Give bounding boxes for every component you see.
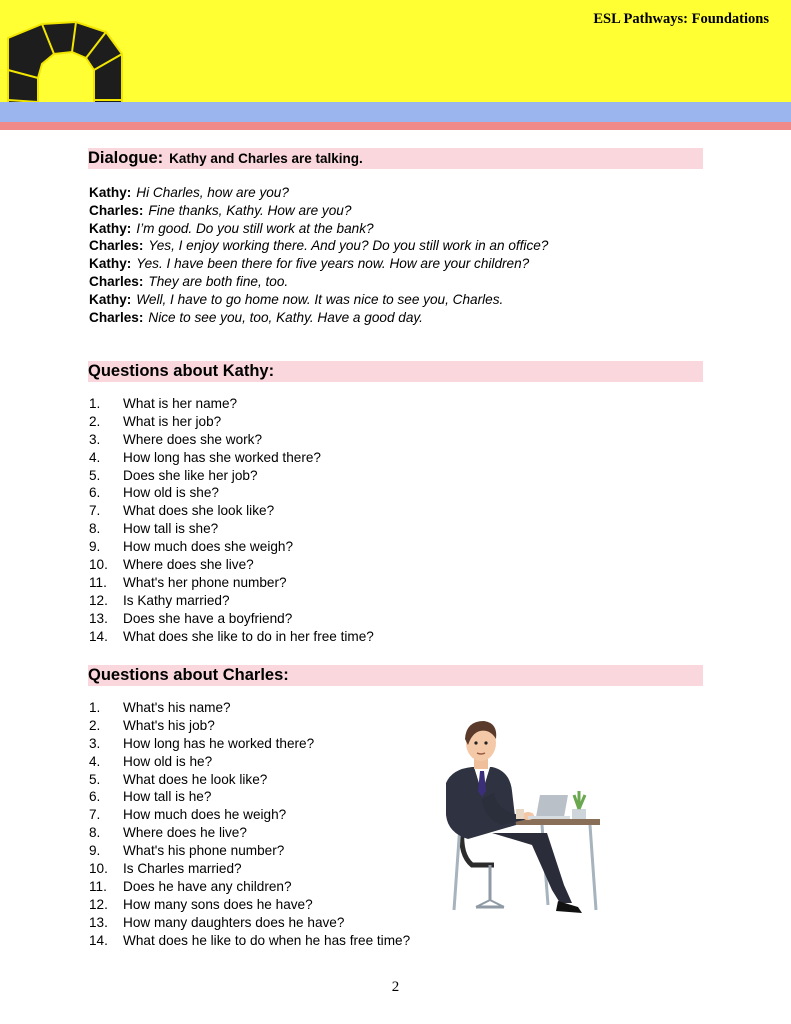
item-number: 2.	[89, 413, 101, 429]
item-number: 11.	[89, 574, 107, 590]
speaker: Charles:	[89, 309, 144, 325]
kathy-heading: Questions about Kathy:	[88, 362, 275, 380]
dialogue-line	[89, 255, 548, 273]
item-number: 5.	[89, 771, 101, 787]
list-item	[89, 413, 374, 431]
question-text: What's her phone number?	[123, 574, 287, 590]
list-item	[89, 467, 374, 485]
question-text: How much does he weigh?	[123, 807, 287, 823]
question-text: Where does she work?	[123, 431, 263, 447]
item-number: 1.	[89, 700, 101, 715]
item-number: 4.	[89, 449, 101, 465]
question-text: What's his name?	[123, 700, 231, 715]
list-item	[89, 771, 410, 789]
list-item	[89, 914, 410, 932]
list-item	[89, 896, 410, 914]
line-text: I’m good. Do you still work at the bank?	[136, 220, 374, 236]
question-text: How tall is she?	[123, 521, 219, 537]
item-number: 11.	[89, 878, 107, 894]
question-text: Does she like her job?	[123, 467, 258, 483]
kathy-question-list	[89, 395, 374, 645]
dialogue-heading-bar	[88, 148, 703, 169]
item-number: 13.	[89, 914, 108, 930]
question-text: What's his job?	[123, 717, 215, 733]
list-item	[89, 932, 410, 950]
list-item	[89, 556, 374, 574]
question-text: Does she have a boyfriend?	[123, 610, 293, 626]
item-number: 10.	[89, 861, 108, 877]
speaker: Charles:	[89, 202, 144, 218]
item-number: 6.	[89, 789, 101, 805]
list-item	[89, 628, 374, 646]
question-text: What does she like to do in her free time?	[123, 628, 374, 644]
dialogue-subheading: Kathy and Charles are talking.	[169, 151, 363, 166]
speaker: Kathy:	[89, 185, 132, 200]
item-number: 8.	[89, 825, 101, 841]
item-number: 2.	[89, 717, 101, 733]
businessman-at-desk-illustration	[432, 715, 622, 915]
question-text: What is her name?	[123, 396, 238, 411]
line-text: Fine thanks, Kathy. How are you?	[148, 202, 352, 218]
item-number: 10.	[89, 557, 108, 573]
question-text: How much does she weigh?	[123, 539, 294, 555]
list-item	[89, 699, 410, 717]
question-text: Where does he live?	[123, 825, 247, 841]
question-text: Where does she live?	[123, 557, 254, 573]
list-item	[89, 878, 410, 896]
line-text: Hi Charles, how are you?	[136, 185, 289, 200]
line-text: Well, I have to go home now. It was nice to see you, Charles.	[136, 291, 504, 307]
dialogue-line	[89, 237, 548, 255]
question-text: How old is he?	[123, 753, 213, 769]
list-item	[89, 806, 410, 824]
list-item	[89, 842, 410, 860]
question-text: What's his phone number?	[123, 843, 285, 859]
document-title: ESL Pathways: Foundations	[593, 11, 769, 27]
question-text: What does he look like?	[123, 771, 268, 787]
header-stripe-pink	[0, 122, 791, 130]
list-item	[89, 717, 410, 735]
item-number: 7.	[89, 503, 101, 519]
line-text: They are both fine, too.	[148, 273, 289, 289]
question-text: How long has he worked there?	[123, 735, 315, 751]
speaker: Kathy:	[89, 220, 132, 236]
header-stripe-blue	[0, 102, 791, 122]
dialogue-lines	[89, 184, 548, 326]
item-number: 5.	[89, 467, 101, 483]
question-text: How many sons does he have?	[123, 896, 313, 912]
list-item	[89, 449, 374, 467]
speaker: Kathy:	[89, 291, 132, 307]
dialogue-line	[89, 220, 548, 238]
question-text: What does he like to do when he has free time?	[123, 932, 411, 948]
charles-question-list	[89, 699, 410, 949]
page-number: 2	[391, 979, 400, 995]
line-text: Yes, I enjoy working there. And you? Do you still work in an office?	[148, 238, 549, 254]
line-text: Nice to see you, too, Kathy. Have a good day.	[148, 309, 423, 325]
item-number: 4.	[89, 753, 101, 769]
list-item	[89, 502, 374, 520]
speaker: Kathy:	[89, 256, 132, 272]
list-item	[89, 860, 410, 878]
list-item	[89, 574, 374, 592]
list-item	[89, 735, 410, 753]
item-number: 12.	[89, 896, 108, 912]
question-text: What is her job?	[123, 413, 222, 429]
question-text: How many daughters does he have?	[123, 914, 345, 930]
item-number: 9.	[89, 539, 101, 555]
question-text: What does she look like?	[123, 503, 275, 519]
dialogue-line	[89, 309, 548, 327]
list-item	[89, 431, 374, 449]
list-item	[89, 592, 374, 610]
dialogue-line	[89, 291, 548, 309]
dialogue-line	[89, 202, 548, 220]
list-item	[89, 788, 410, 806]
item-number: 9.	[89, 843, 101, 859]
kathy-heading-bar	[88, 361, 703, 382]
item-number: 3.	[89, 735, 101, 751]
item-number: 3.	[89, 431, 101, 447]
question-text: How long has she worked there?	[123, 449, 321, 465]
speaker: Charles:	[89, 238, 144, 254]
question-text: Is Kathy married?	[123, 592, 230, 608]
charles-heading-bar	[88, 665, 703, 686]
question-text: Is Charles married?	[123, 861, 242, 877]
speaker: Charles:	[89, 273, 144, 289]
question-text: Does he have any children?	[123, 878, 292, 894]
item-number: 8.	[89, 521, 101, 537]
item-number: 13.	[89, 610, 108, 626]
list-item	[89, 610, 374, 628]
item-number: 14.	[89, 628, 108, 644]
list-item	[89, 538, 374, 556]
item-number: 7.	[89, 807, 101, 823]
line-text: Yes. I have been there for five years now. How are your children?	[136, 256, 530, 272]
list-item	[89, 395, 374, 413]
question-text: How tall is he?	[123, 789, 212, 805]
dialogue-line	[89, 273, 548, 291]
list-item	[89, 520, 374, 538]
item-number: 6.	[89, 485, 101, 501]
item-number: 14.	[89, 932, 108, 948]
dialogue-line	[89, 184, 548, 202]
charles-heading: Questions about Charles:	[88, 666, 289, 684]
list-item	[89, 484, 374, 502]
list-item	[89, 824, 410, 842]
item-number: 1.	[89, 396, 101, 411]
list-item	[89, 753, 410, 771]
question-text: How old is she?	[123, 485, 219, 501]
item-number: 12.	[89, 592, 108, 608]
dialogue-heading: Dialogue:	[88, 149, 164, 167]
